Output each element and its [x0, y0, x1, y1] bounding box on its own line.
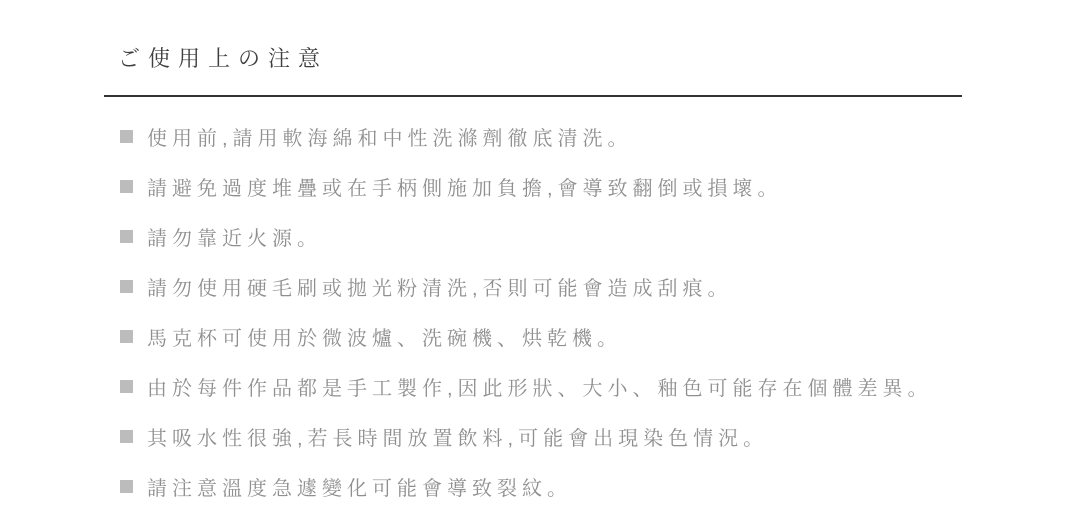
list-item: [120, 211, 962, 261]
note-text: 請注意溫度急遽變化可能會導致裂紋。: [147, 477, 572, 500]
list-item: [120, 461, 962, 511]
square-bullet-icon: [120, 180, 133, 193]
usage-notes-section: [104, 0, 962, 511]
square-bullet-icon: [120, 130, 133, 143]
section-divider: [104, 95, 962, 97]
section-title: ご使用上の注意: [118, 46, 329, 71]
square-bullet-icon: [120, 380, 133, 393]
list-item: [120, 261, 962, 311]
square-bullet-icon: [120, 330, 133, 343]
note-text: 請勿使用硬毛刷或拋光粉清洗,否則可能會造成刮痕。: [147, 277, 733, 300]
note-text: 請勿靠近火源。: [147, 227, 322, 250]
square-bullet-icon: [120, 430, 133, 443]
note-text: 其吸水性很強,若長時間放置飲料,可能會出現染色情況。: [147, 427, 769, 450]
square-bullet-icon: [120, 480, 133, 493]
note-text: 由於每件作品都是手工製作,因此形狀、大小、釉色可能存在個體差異。: [147, 377, 933, 400]
note-text: 使用前,請用軟海綿和中性洗滌劑徹底清洗。: [147, 127, 633, 150]
list-item: [120, 111, 962, 161]
square-bullet-icon: [120, 280, 133, 293]
list-item: [120, 411, 962, 461]
note-text: 馬克杯可使用於微波爐、洗碗機、烘乾機。: [147, 327, 622, 350]
list-item: [120, 361, 962, 411]
note-text: 請避免過度堆疊或在手柄側施加負擔,會導致翻倒或損壞。: [147, 177, 783, 200]
notes-list: [104, 111, 962, 511]
list-item: [120, 311, 962, 361]
square-bullet-icon: [120, 230, 133, 243]
list-item: [120, 161, 962, 211]
